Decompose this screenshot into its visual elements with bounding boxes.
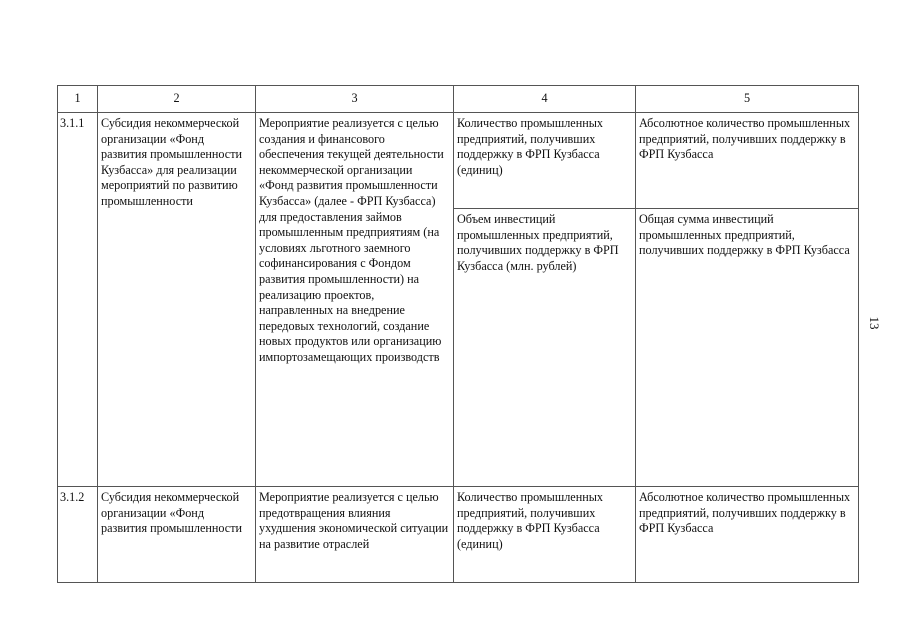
row-number: 3.1.1 [58, 113, 98, 487]
header-cell-4: 4 [454, 86, 636, 113]
header-cell-5: 5 [636, 86, 859, 113]
table-header-row [58, 86, 859, 113]
indicator-name: Количество промышленных предприятий, получивших поддержку в ФРП Кузбасса (единиц) [454, 113, 636, 209]
indicator-name: Количество промышленных предприятий, получивших поддержку в ФРП Кузбасса (единиц) [454, 487, 636, 583]
measure-description: Мероприятие реализуется с целью предотвращения влияния ухудшения экономической ситуации на развитие отраслей [256, 487, 454, 583]
measures-table [57, 85, 859, 583]
table-row [58, 487, 859, 583]
row-number: 3.1.2 [58, 487, 98, 583]
indicator-method: Общая сумма инвестиций промышленных предприятий, получивших поддержку в ФРП Кузбасса [636, 209, 859, 487]
header-cell-2: 2 [98, 86, 256, 113]
measure-name: Субсидия некоммерческой организации «Фонд развития промышленности [98, 487, 256, 583]
header-cell-3: 3 [256, 86, 454, 113]
header-cell-1: 1 [58, 86, 98, 113]
measure-name: Субсидия некоммерческой организации «Фонд развития промышленности Кузбасса» для реализации мероприятий по развитию промышленности [98, 113, 256, 487]
measure-description: Мероприятие реализуется с целью создания и финансового обеспечения текущей деятельности некоммерческой организации «Фонд развития промышленности Кузбасса» (далее - ФРП Кузбасса) для предоставления займов промышленным предприятиям (на условиях льготного заемного софинансирования с Фондом развития промышленности) на реализацию проектов, направленных на внедрение передовых технологий, создание новых продуктов или организацию импортозамещающих производств [256, 113, 454, 487]
page-number: 13 [867, 316, 882, 330]
indicator-name: Объем инвестиций промышленных предприятий, получивших поддержку в ФРП Кузбасса (млн. рублей) [454, 209, 636, 487]
table-row [58, 113, 859, 209]
indicator-method: Абсолютное количество промышленных предприятий, получивших поддержку в ФРП Кузбасса [636, 113, 859, 209]
indicator-method: Абсолютное количество промышленных предприятий, получивших поддержку в ФРП Кузбасса [636, 487, 859, 583]
